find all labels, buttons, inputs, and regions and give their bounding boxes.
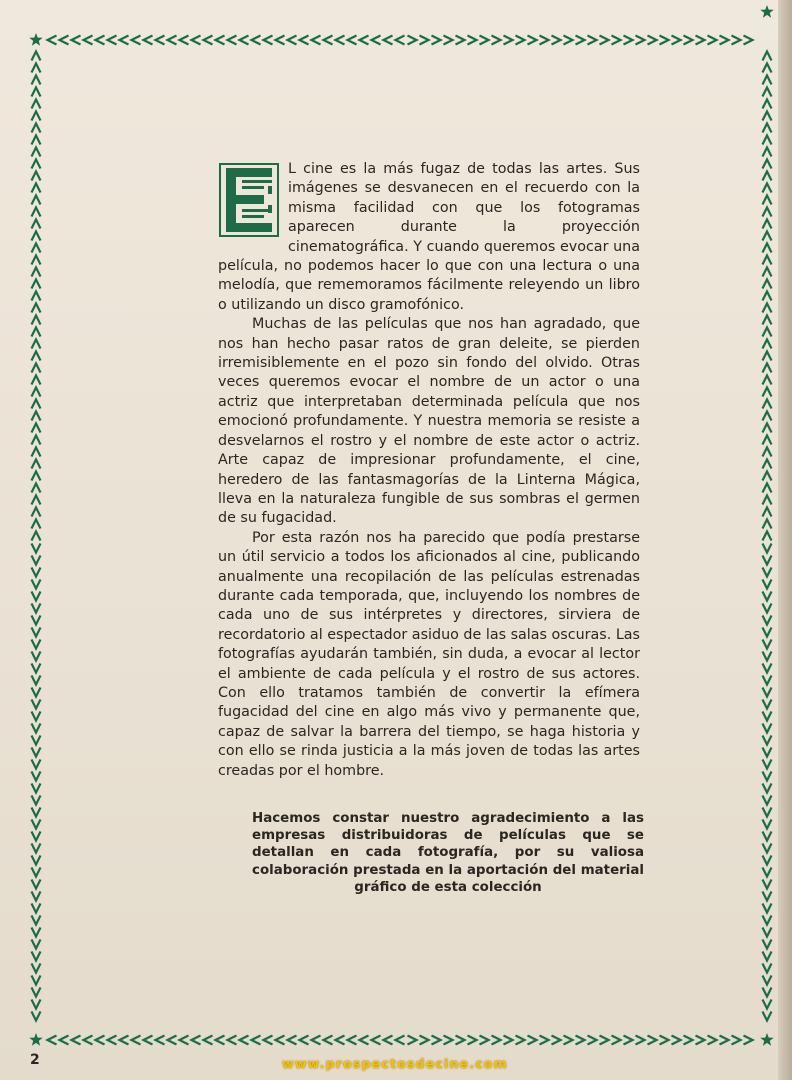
chevron-icon — [32, 784, 41, 793]
chevron-icon — [32, 640, 41, 649]
chevron-icon — [32, 880, 41, 889]
chevron-icon — [408, 1036, 417, 1045]
chevron-icon — [540, 36, 549, 45]
chevron-icon — [763, 712, 772, 721]
chevron-icon — [763, 784, 772, 793]
chevron-icon — [528, 1036, 537, 1045]
chevron-icon — [32, 124, 41, 133]
chevron-icon — [32, 460, 41, 469]
chevron-icon — [763, 148, 772, 157]
chevron-icon — [432, 36, 441, 45]
chevron-icon — [660, 36, 669, 45]
chevron-icon — [763, 556, 772, 565]
chevron-icon — [72, 1036, 81, 1045]
chevron-icon — [32, 796, 41, 805]
chevron-icon — [540, 1036, 549, 1045]
chevron-icon — [32, 316, 41, 325]
chevron-icon — [108, 36, 117, 45]
chevron-icon — [192, 1036, 201, 1045]
chevron-icon — [624, 1036, 633, 1045]
chevron-icon — [732, 36, 741, 45]
chevron-icon — [32, 208, 41, 217]
chevron-icon — [763, 580, 772, 589]
chevron-icon — [396, 36, 405, 45]
chevron-icon — [763, 448, 772, 457]
chevron-icon — [468, 1036, 477, 1045]
chevron-icon — [612, 1036, 621, 1045]
chevron-icon — [648, 36, 657, 45]
chevron-icon — [763, 76, 772, 85]
chevron-icon — [763, 568, 772, 577]
watermark-link[interactable]: www.prospectosdecine.com — [282, 1056, 508, 1071]
chevron-icon — [744, 36, 753, 45]
chevron-icon — [32, 1000, 41, 1009]
chevron-icon — [32, 724, 41, 733]
chevron-icon — [763, 700, 772, 709]
chevron-icon — [763, 1000, 772, 1009]
chevron-icon — [444, 1036, 453, 1045]
chevron-icon — [32, 160, 41, 169]
chevron-icon — [32, 832, 41, 841]
chevron-icon — [504, 1036, 513, 1045]
chevron-icon — [32, 688, 41, 697]
chevron-icon — [763, 292, 772, 301]
chevron-icon — [763, 532, 772, 541]
chevron-icon — [763, 820, 772, 829]
chevron-icon — [156, 1036, 165, 1045]
chevron-icon — [763, 472, 772, 481]
chevron-icon — [252, 1036, 261, 1045]
chevron-icon — [360, 36, 369, 45]
chevron-icon — [763, 340, 772, 349]
chevron-icon — [156, 36, 165, 45]
paragraph-3: Por esta razón nos ha parecido que podía prestarse un útil servicio a todos los aficionados al cine, publicando anualmente una recopilación de las películas estrenadas durante cada temporada, que, incluyendo los nombres de cada uno de sus intérpretes y directores, sirviera de recordatorio al espectador asiduo de las salas oscuras. Las fotografías ayudarán también, sin duda, a evocar al lector el ambiente de cada película y el rostro de sus actores. Con ello tratamos también de convertir la efímera fugacidad del cine en algo más vivo y permanente que, capaz de salvar la barrera del tiempo, se haga historia y con ello se rinda justicia a la más joven de todas las artes creadas por el hombre. — [218, 529, 640, 779]
chevron-icon — [32, 508, 41, 517]
chevron-icon — [744, 1036, 753, 1045]
chevron-icon — [763, 808, 772, 817]
chevron-icon — [763, 484, 772, 493]
chevron-icon — [763, 772, 772, 781]
chevron-icon — [576, 1036, 585, 1045]
chevron-icon — [276, 36, 285, 45]
acknowledgement-note: Hacemos constar nuestro agradecimiento a las empresas distribuidoras de películas que se detallan en cada fotografía, por su valiosa colaboración prestada en la aportación del material gráfico de esta colección — [252, 811, 644, 895]
chevron-icon — [32, 388, 41, 397]
chevron-icon — [763, 364, 772, 373]
chevron-icon — [763, 796, 772, 805]
chevron-icon — [32, 544, 41, 553]
chevron-icon — [32, 532, 41, 541]
chevron-icon — [32, 256, 41, 265]
chevron-icon — [408, 36, 417, 45]
chevron-icon — [763, 208, 772, 217]
chevron-icon — [763, 508, 772, 517]
chevron-icon — [684, 36, 693, 45]
chevron-icon — [32, 328, 41, 337]
chevron-icon — [32, 364, 41, 373]
chevron-icon — [32, 496, 41, 505]
chevron-icon — [264, 1036, 273, 1045]
chevron-icon — [612, 36, 621, 45]
chevron-icon — [763, 592, 772, 601]
chevron-icon — [763, 748, 772, 757]
chevron-icon — [32, 892, 41, 901]
chevron-icon — [763, 616, 772, 625]
chevron-icon — [32, 844, 41, 853]
chevron-icon — [32, 436, 41, 445]
chevron-icon — [240, 36, 249, 45]
chevron-icon — [763, 904, 772, 913]
chevron-icon — [763, 844, 772, 853]
chevron-icon — [32, 232, 41, 241]
chevron-icon — [708, 36, 717, 45]
chevron-icon — [372, 36, 381, 45]
chevron-icon — [763, 160, 772, 169]
chevron-icon — [360, 1036, 369, 1045]
chevron-icon — [32, 664, 41, 673]
chevron-icon — [300, 36, 309, 45]
chevron-icon — [763, 304, 772, 313]
chevron-icon — [504, 36, 513, 45]
chevron-icon — [492, 36, 501, 45]
chevron-icon — [684, 1036, 693, 1045]
chevron-icon — [456, 1036, 465, 1045]
chevron-icon — [564, 36, 573, 45]
star-icon — [29, 33, 42, 46]
chevron-icon — [763, 724, 772, 733]
chevron-icon — [32, 652, 41, 661]
chevron-icon — [32, 424, 41, 433]
chevron-icon — [763, 940, 772, 949]
chevron-icon — [120, 1036, 129, 1045]
star-icon — [29, 1033, 42, 1046]
chevron-icon — [32, 304, 41, 313]
chevron-icon — [763, 880, 772, 889]
chevron-icon — [600, 36, 609, 45]
chevron-icon — [456, 36, 465, 45]
chevron-icon — [696, 36, 705, 45]
chevron-icon — [276, 1036, 285, 1045]
chevron-icon — [32, 88, 41, 97]
chevron-icon — [32, 184, 41, 193]
chevron-icon — [763, 124, 772, 133]
chevron-icon — [763, 652, 772, 661]
chevron-icon — [32, 580, 41, 589]
chevron-icon — [288, 1036, 297, 1045]
chevron-icon — [763, 436, 772, 445]
chevron-icon — [216, 1036, 225, 1045]
chevron-icon — [528, 36, 537, 45]
chevron-icon — [763, 676, 772, 685]
chevron-icon — [32, 112, 41, 121]
chevron-icon — [480, 36, 489, 45]
paragraph-1-text: L cine es la más fugaz de todas las artes. Sus imágenes se desvanecen en el recuerdo con la misma facilidad con que los fotogramas aparecen durante la proyección cinematográfica. Y cuando queremos evocar una película, no podemos hacer lo que con una lectura o una melodía, que rememoramos fácilmente releyendo un libro o utilizando un disco gramofónico. — [218, 161, 640, 313]
chevron-icon — [384, 1036, 393, 1045]
chevron-icon — [763, 976, 772, 985]
chevron-icon — [588, 36, 597, 45]
chevron-icon — [96, 36, 105, 45]
paragraph-2: Muchas de las películas que nos han agradado, que nos han hecho pasar ratos de gran deleite, se pierden irremisiblemente en el pozo sin fondo del olvido. Otras veces queremos evocar el nombre de un actor o una actriz que interpretaban determinada película que nos emocionó profundamente. Y nuestra memoria se resiste a desvelarnos el rostro y el nombre de este actor o actriz. Arte capaz de impresionar profundamente, el cine, heredero de las fantasmagorías de la Linterna Mágica, lleva en la naturaleza fungible de sus sombras el germen de su fugacidad. — [218, 316, 640, 527]
star-icon — [760, 1033, 773, 1046]
chevron-icon — [763, 136, 772, 145]
chevron-icon — [32, 772, 41, 781]
chevron-icon — [32, 616, 41, 625]
chevron-icon — [32, 760, 41, 769]
chevron-icon — [32, 448, 41, 457]
chevron-icon — [588, 1036, 597, 1045]
chevron-icon — [168, 1036, 177, 1045]
page-number: 2 — [30, 1052, 40, 1068]
chevron-icon — [32, 904, 41, 913]
chevron-icon — [84, 1036, 93, 1045]
chevron-icon — [336, 1036, 345, 1045]
chevron-icon — [32, 748, 41, 757]
chevron-icon — [552, 1036, 561, 1045]
chevron-icon — [32, 268, 41, 277]
chevron-icon — [32, 52, 41, 61]
chevron-icon — [660, 1036, 669, 1045]
chevron-icon — [32, 628, 41, 637]
chevron-icon — [492, 1036, 501, 1045]
chevron-icon — [763, 64, 772, 73]
body-text — [218, 160, 640, 781]
chevron-icon — [32, 952, 41, 961]
chevron-icon — [32, 280, 41, 289]
chevron-icon — [108, 1036, 117, 1045]
chevron-icon — [648, 1036, 657, 1045]
chevron-icon — [763, 544, 772, 553]
chevron-icon — [32, 400, 41, 409]
chevron-icon — [576, 36, 585, 45]
chevron-icon — [32, 352, 41, 361]
chevron-icon — [32, 964, 41, 973]
chevron-icon — [240, 1036, 249, 1045]
chevron-icon — [763, 856, 772, 865]
chevron-icon — [763, 460, 772, 469]
chevron-icon — [420, 36, 429, 45]
chevron-icon — [168, 36, 177, 45]
chevron-icon — [32, 856, 41, 865]
chevron-icon — [763, 736, 772, 745]
chevron-icon — [32, 700, 41, 709]
chevron-icon — [763, 88, 772, 97]
chevron-icon — [564, 1036, 573, 1045]
chevron-icon — [60, 36, 69, 45]
chevron-icon — [312, 36, 321, 45]
chevron-icon — [763, 256, 772, 265]
chevron-icon — [32, 1012, 41, 1021]
chevron-icon — [763, 496, 772, 505]
chevron-icon — [192, 36, 201, 45]
chevron-icon — [32, 556, 41, 565]
chevron-icon — [264, 36, 273, 45]
chevron-icon — [48, 36, 57, 45]
chevron-icon — [32, 64, 41, 73]
chevron-icon — [204, 36, 213, 45]
dropcap-e-icon — [218, 162, 280, 238]
chevron-icon — [636, 36, 645, 45]
chevron-icon — [72, 36, 81, 45]
chevron-icon — [384, 36, 393, 45]
chevron-icon — [763, 196, 772, 205]
chevron-icon — [763, 316, 772, 325]
chevron-icon — [216, 36, 225, 45]
chevron-icon — [763, 520, 772, 529]
chevron-icon — [763, 184, 772, 193]
chevron-icon — [763, 604, 772, 613]
chevron-icon — [720, 1036, 729, 1045]
chevron-icon — [32, 172, 41, 181]
chevron-icon — [132, 36, 141, 45]
chevron-icon — [204, 1036, 213, 1045]
chevron-icon — [336, 36, 345, 45]
chevron-icon — [763, 964, 772, 973]
chevron-icon — [32, 820, 41, 829]
chevron-icon — [552, 36, 561, 45]
chevron-icon — [763, 172, 772, 181]
chevron-icon — [763, 232, 772, 241]
chevron-icon — [763, 52, 772, 61]
chevron-icon — [763, 988, 772, 997]
chevron-icon — [763, 268, 772, 277]
chevron-icon — [32, 676, 41, 685]
chevron-icon — [32, 76, 41, 85]
chevron-icon — [32, 604, 41, 613]
chevron-icon — [324, 36, 333, 45]
chevron-icon — [763, 424, 772, 433]
chevron-icon — [763, 352, 772, 361]
chevron-icon — [32, 292, 41, 301]
chevron-icon — [32, 484, 41, 493]
chevron-icon — [144, 36, 153, 45]
chevron-icon — [600, 1036, 609, 1045]
chevron-icon — [32, 220, 41, 229]
chevron-icon — [624, 36, 633, 45]
chevron-icon — [763, 100, 772, 109]
chevron-icon — [636, 1036, 645, 1045]
chevron-icon — [32, 940, 41, 949]
chevron-icon — [132, 1036, 141, 1045]
paragraph-1 — [218, 160, 640, 315]
chevron-icon — [763, 916, 772, 925]
chevron-icon — [32, 928, 41, 937]
chevron-icon — [312, 1036, 321, 1045]
chevron-icon — [763, 868, 772, 877]
chevron-icon — [432, 1036, 441, 1045]
chevron-icon — [144, 1036, 153, 1045]
chevron-icon — [763, 412, 772, 421]
chevron-icon — [32, 868, 41, 877]
chevron-icon — [763, 388, 772, 397]
chevron-icon — [32, 412, 41, 421]
chevron-icon — [32, 712, 41, 721]
chevron-icon — [516, 36, 525, 45]
chevron-icon — [763, 640, 772, 649]
chevron-icon — [763, 280, 772, 289]
chevron-icon — [32, 976, 41, 985]
chevron-icon — [396, 1036, 405, 1045]
chevron-icon — [32, 988, 41, 997]
chevron-icon — [763, 244, 772, 253]
chevron-icon — [672, 1036, 681, 1045]
chevron-icon — [32, 472, 41, 481]
chevron-icon — [32, 196, 41, 205]
chevron-icon — [32, 100, 41, 109]
chevron-icon — [84, 36, 93, 45]
chevron-icon — [300, 1036, 309, 1045]
star-icon — [760, 5, 773, 18]
chevron-icon — [288, 36, 297, 45]
chevron-icon — [720, 36, 729, 45]
chevron-icon — [708, 1036, 717, 1045]
chevron-icon — [32, 916, 41, 925]
chevron-icon — [32, 340, 41, 349]
chevron-icon — [348, 36, 357, 45]
chevron-icon — [732, 1036, 741, 1045]
chevron-icon — [32, 808, 41, 817]
chevron-icon — [32, 520, 41, 529]
chevron-icon — [180, 36, 189, 45]
chevron-icon — [372, 1036, 381, 1045]
chevron-icon — [468, 36, 477, 45]
chevron-icon — [763, 760, 772, 769]
chevron-icon — [516, 1036, 525, 1045]
chevron-icon — [763, 664, 772, 673]
chevron-icon — [180, 1036, 189, 1045]
chevron-icon — [763, 688, 772, 697]
chevron-icon — [763, 628, 772, 637]
chevron-icon — [763, 376, 772, 385]
chevron-icon — [763, 832, 772, 841]
chevron-icon — [763, 952, 772, 961]
chevron-icon — [32, 736, 41, 745]
chevron-icon — [763, 220, 772, 229]
chevron-icon — [32, 244, 41, 253]
chevron-icon — [252, 36, 261, 45]
chevron-icon — [420, 1036, 429, 1045]
chevron-icon — [763, 928, 772, 937]
chevron-icon — [32, 136, 41, 145]
chevron-icon — [60, 1036, 69, 1045]
chevron-icon — [348, 1036, 357, 1045]
chevron-icon — [444, 36, 453, 45]
chevron-icon — [480, 1036, 489, 1045]
chevron-icon — [763, 328, 772, 337]
chevron-icon — [96, 1036, 105, 1045]
chevron-icon — [763, 112, 772, 121]
chevron-icon — [32, 592, 41, 601]
chevron-icon — [324, 1036, 333, 1045]
chevron-icon — [696, 1036, 705, 1045]
chevron-icon — [763, 892, 772, 901]
chevron-icon — [228, 1036, 237, 1045]
chevron-icon — [120, 36, 129, 45]
chevron-icon — [32, 376, 41, 385]
chevron-icon — [48, 1036, 57, 1045]
chevron-icon — [763, 1012, 772, 1021]
chevron-icon — [32, 148, 41, 157]
chevron-icon — [228, 36, 237, 45]
chevron-icon — [763, 400, 772, 409]
chevron-icon — [32, 568, 41, 577]
chevron-icon — [672, 36, 681, 45]
